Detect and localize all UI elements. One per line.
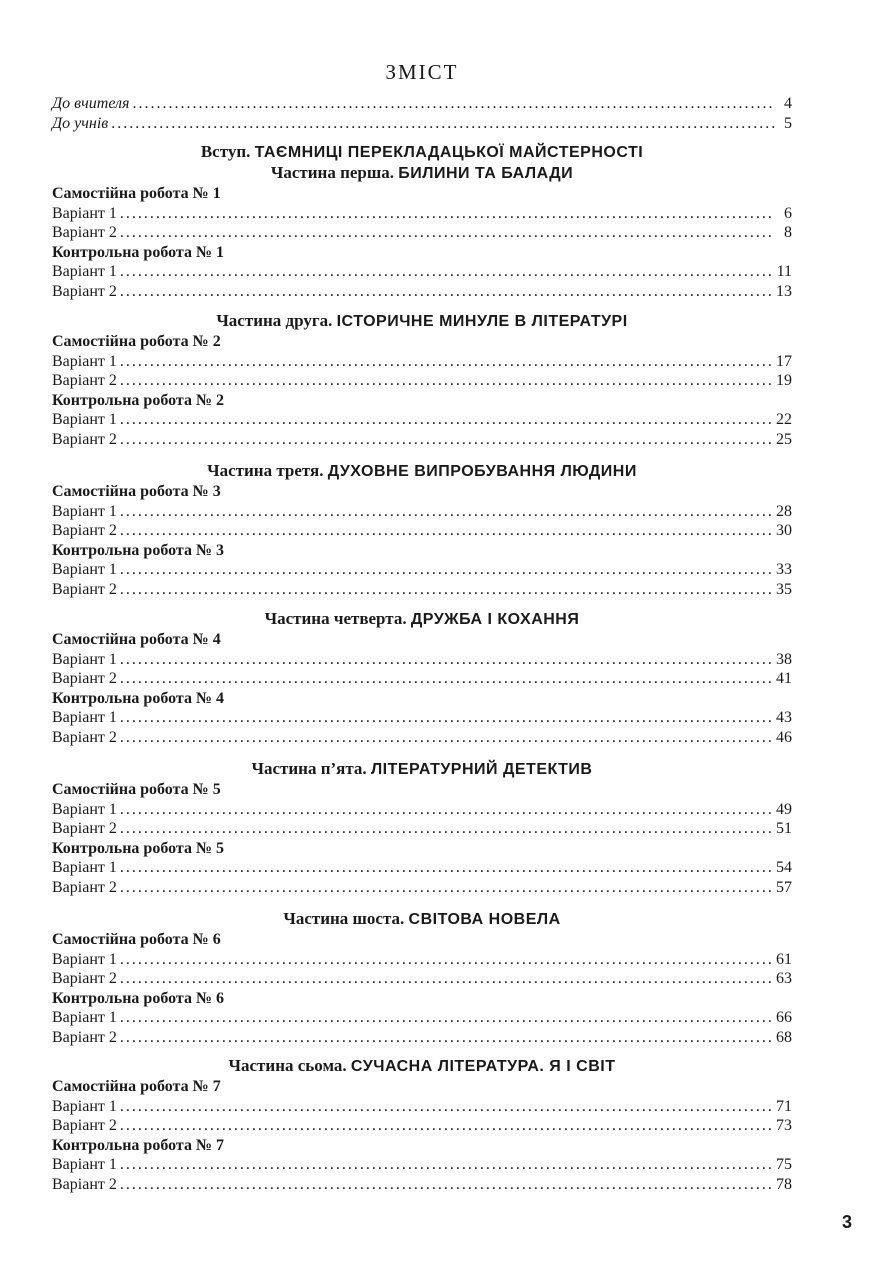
part-heading[interactable] (52, 460, 792, 482)
entry-page: 73 (776, 1117, 792, 1134)
entry-page: 30 (776, 522, 792, 539)
leader-dots (120, 521, 773, 541)
entry-label: Варіант 1 (52, 950, 117, 968)
entry-page: 19 (776, 372, 792, 389)
entry-label: Варіант 2 (52, 224, 117, 241)
entry-page: 17 (776, 352, 792, 370)
leader-dots (120, 502, 773, 522)
toc-entry[interactable] (52, 858, 792, 878)
part-heading[interactable] (52, 162, 792, 184)
toc-entry[interactable] (52, 94, 792, 114)
toc-entry[interactable] (52, 728, 792, 748)
part-section (52, 460, 792, 599)
entry-page: 41 (776, 670, 792, 687)
toc-entry[interactable] (52, 878, 792, 898)
entry-label: Варіант 2 (52, 670, 117, 687)
toc-title: ЗМІСТ (385, 60, 459, 84)
part-name: СВІТОВА НОВЕЛА (408, 911, 561, 928)
independent-work-heading: Самостійна робота № 3 (52, 483, 221, 500)
toc-entry[interactable] (52, 371, 792, 391)
part-section (52, 908, 792, 1047)
entry-label: Варіант 1 (52, 411, 117, 428)
entry-label: Варіант 1 (52, 650, 117, 668)
leader-dots (120, 1116, 773, 1136)
entry-label: Варіант 1 (52, 800, 117, 818)
entry-label: Варіант 1 (52, 352, 117, 370)
part-name: СУЧАСНА ЛІТЕРАТУРА. Я І СВІТ (350, 1058, 616, 1075)
part-name: ДУХОВНЕ ВИПРОБУВАННЯ ЛЮДИНИ (327, 463, 637, 480)
entry-label: Варіант 1 (52, 1156, 117, 1173)
independent-work-heading: Самостійна робота № 6 (52, 931, 221, 948)
leader-dots (132, 94, 775, 114)
part-name: БИЛИНИ ТА БАЛАДИ (398, 165, 574, 182)
toc-entry[interactable] (52, 560, 792, 580)
page-number: 3 (841, 1212, 852, 1232)
intro-heading[interactable] (52, 141, 792, 163)
toc-entry[interactable] (52, 650, 792, 670)
entry-label: Варіант 2 (52, 1028, 117, 1046)
control-work-heading: Контрольна робота № 4 (52, 689, 225, 707)
entry-label: Варіант 2 (52, 282, 117, 300)
entry-label: Варіант 2 (52, 1175, 117, 1193)
entry-label: До учнів (52, 114, 109, 132)
entry-page: 13 (776, 282, 792, 300)
control-work-heading: Контрольна робота № 3 (52, 541, 225, 559)
leader-dots (120, 560, 773, 580)
part-name: ЛІТЕРАТУРНИЙ ДЕТЕКТИВ (370, 761, 593, 778)
entry-page: 25 (776, 430, 792, 448)
entry-page: 61 (776, 950, 792, 968)
leader-dots (120, 800, 773, 820)
part-heading[interactable] (52, 310, 792, 332)
leader-dots (120, 371, 773, 391)
toc-entry[interactable] (52, 430, 792, 450)
front-matter (52, 94, 792, 133)
independent-work-heading: Самостійна робота № 4 (52, 631, 221, 648)
toc-entry[interactable] (52, 204, 792, 224)
part-prefix: Частина п’ята. (251, 759, 367, 778)
entry-label: Варіант 1 (52, 709, 117, 726)
part-name: ДРУЖБА І КОХАННЯ (410, 611, 580, 628)
entry-page: 75 (776, 1156, 792, 1173)
leader-dots (120, 858, 773, 878)
leader-dots (120, 969, 773, 989)
leader-dots (120, 728, 773, 748)
entry-page: 54 (776, 859, 792, 876)
leader-dots (111, 114, 775, 134)
entry-page: 46 (776, 728, 792, 746)
entry-page: 57 (776, 878, 792, 896)
toc-entry[interactable] (52, 1028, 792, 1048)
entry-page: 8 (784, 224, 792, 241)
entry-label: Варіант 1 (52, 859, 117, 876)
leader-dots (120, 1008, 773, 1028)
entry-label: Варіант 1 (52, 1009, 117, 1026)
toc-entry[interactable] (52, 1097, 792, 1117)
entry-label: Варіант 1 (52, 561, 117, 578)
leader-dots (120, 262, 774, 282)
toc-entry[interactable] (52, 1155, 792, 1175)
leader-dots (120, 223, 775, 243)
part-prefix: Частина сьома. (228, 1056, 347, 1075)
independent-work-heading: Самостійна робота № 2 (52, 333, 221, 350)
entry-label: Варіант 2 (52, 522, 117, 539)
entry-page: 63 (776, 970, 792, 987)
toc-entry[interactable] (52, 950, 792, 970)
entry-page: 66 (776, 1009, 792, 1026)
intro-section (52, 141, 792, 163)
toc-entry[interactable] (52, 669, 792, 689)
entry-page: 43 (776, 709, 792, 726)
toc-entry[interactable] (52, 352, 792, 372)
intro-prefix: Вступ. (200, 142, 251, 161)
leader-dots (120, 204, 775, 224)
entry-page: 6 (784, 204, 792, 222)
control-work-heading: Контрольна робота № 2 (52, 391, 225, 409)
entry-label: Варіант 2 (52, 1117, 117, 1134)
control-work-heading: Контрольна робота № 1 (52, 243, 225, 261)
leader-dots (120, 580, 773, 600)
part-section (52, 608, 792, 747)
entry-page: 71 (776, 1097, 792, 1115)
entry-label: Варіант 1 (52, 263, 117, 280)
part-heading[interactable] (52, 608, 792, 630)
entry-label: Варіант 2 (52, 728, 117, 746)
independent-work-heading: Самостійна робота № 7 (52, 1078, 221, 1095)
toc-entry[interactable] (52, 502, 792, 522)
entry-page: 68 (776, 1028, 792, 1046)
leader-dots (120, 1097, 773, 1117)
entry-label: Варіант 2 (52, 970, 117, 987)
part-section (52, 162, 792, 301)
toc-entry[interactable] (52, 1008, 792, 1028)
toc-entry[interactable] (52, 800, 792, 820)
entry-page: 28 (776, 502, 792, 520)
toc-entry[interactable] (52, 1175, 792, 1195)
toc-entry[interactable] (52, 969, 792, 989)
part-section (52, 758, 792, 897)
entry-label: Варіант 1 (52, 204, 117, 222)
toc-entry[interactable] (52, 114, 792, 134)
part-prefix: Частина четверта. (264, 609, 407, 628)
control-work-heading: Контрольна робота № 5 (52, 839, 225, 857)
entry-label: Варіант 2 (52, 820, 117, 837)
entry-page: 22 (776, 411, 792, 428)
leader-dots (120, 1155, 773, 1175)
part-prefix: Частина третя. (207, 461, 324, 480)
leader-dots (120, 650, 773, 670)
part-prefix: Частина шоста. (283, 909, 405, 928)
leader-dots (120, 819, 773, 839)
leader-dots (120, 708, 773, 728)
entry-label: Варіант 2 (52, 878, 117, 896)
part-section (52, 310, 792, 449)
leader-dots (120, 352, 773, 372)
toc-entry[interactable] (52, 1116, 792, 1136)
leader-dots (120, 878, 773, 898)
leader-dots (120, 950, 773, 970)
leader-dots (120, 410, 773, 430)
entry-label: Варіант 2 (52, 580, 117, 598)
toc-entry[interactable] (52, 580, 792, 600)
entry-page: 5 (784, 114, 792, 132)
intro-name: ТАЄМНИЦІ ПЕРЕКЛАДАЦЬКОЇ МАЙСТЕРНОСТІ (254, 144, 644, 161)
toc-entry[interactable] (52, 521, 792, 541)
toc-entry[interactable] (52, 410, 792, 430)
part-heading[interactable] (52, 758, 792, 780)
part-name: ІСТОРИЧНЕ МИНУЛЕ В ЛІТЕРАТУРІ (336, 313, 628, 330)
entry-label: До вчителя (52, 95, 130, 112)
control-work-heading: Контрольна робота № 7 (52, 1136, 225, 1154)
independent-work-heading: Самостійна робота № 1 (52, 185, 221, 202)
entry-page: 51 (776, 820, 792, 837)
leader-dots (120, 282, 773, 302)
leader-dots (120, 1028, 773, 1048)
leader-dots (120, 669, 773, 689)
entry-page: 78 (776, 1175, 792, 1193)
entry-page: 4 (784, 95, 792, 112)
leader-dots (120, 1175, 773, 1195)
toc-entry[interactable] (52, 708, 792, 728)
leader-dots (120, 430, 773, 450)
part-prefix: Частина перша. (270, 163, 394, 182)
entry-label: Варіант 1 (52, 1097, 117, 1115)
entry-label: Варіант 2 (52, 430, 117, 448)
entry-page: 33 (776, 561, 792, 578)
entry-label: Варіант 1 (52, 502, 117, 520)
entry-page: 35 (776, 580, 792, 598)
toc-entry[interactable] (52, 282, 792, 302)
toc-entry[interactable] (52, 262, 792, 282)
control-work-heading: Контрольна робота № 6 (52, 989, 225, 1007)
independent-work-heading: Самостійна робота № 5 (52, 781, 221, 798)
entry-page: 49 (776, 800, 792, 818)
part-heading[interactable] (52, 1055, 792, 1077)
part-heading[interactable] (52, 908, 792, 930)
part-section (52, 1055, 792, 1194)
entry-page: 38 (776, 650, 792, 668)
toc-entry[interactable] (52, 223, 792, 243)
entry-label: Варіант 2 (52, 372, 117, 389)
entry-page: 11 (776, 263, 792, 280)
toc-entry[interactable] (52, 819, 792, 839)
part-prefix: Частина друга. (216, 311, 333, 330)
